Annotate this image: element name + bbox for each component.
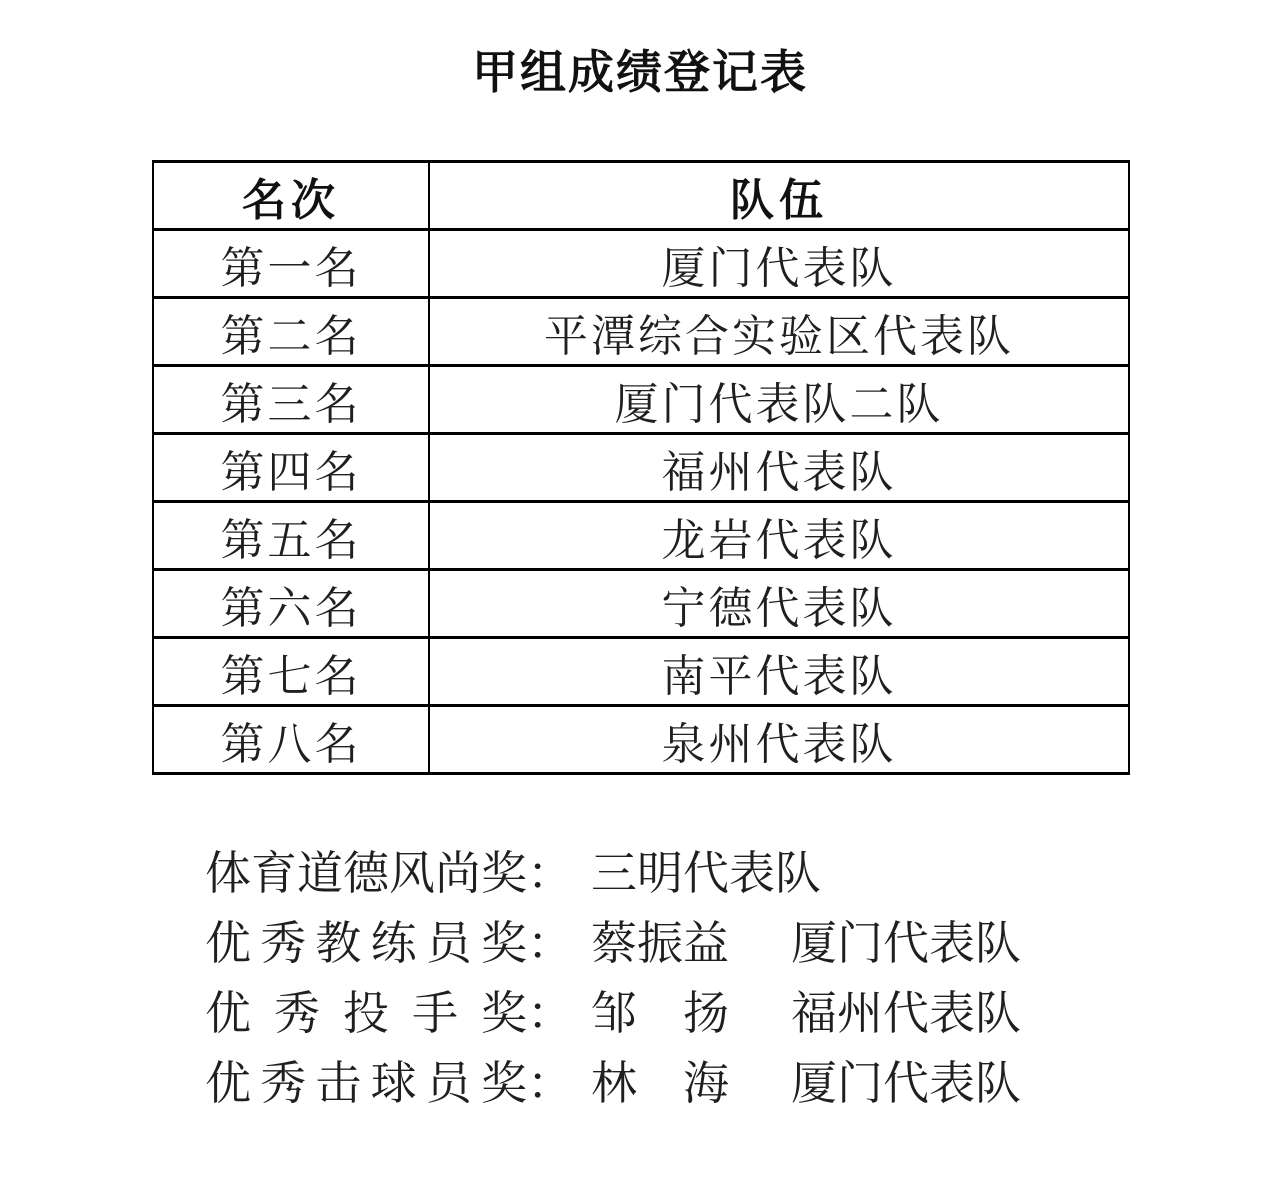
award-label: 优秀击球员奖: [205, 1056, 527, 1110]
rank-cell: 第四名: [153, 434, 429, 502]
award-label: 优秀投手奖: [205, 986, 527, 1040]
award-recipient: 林 海: [591, 1056, 729, 1110]
team-cell: 平潭综合实验区代表队: [429, 298, 1129, 366]
page-title: 甲组成绩登记表: [472, 46, 808, 98]
team-cell: 厦门代表队二队: [429, 366, 1129, 434]
table-row: [153, 366, 1129, 434]
team-cell: 南平代表队: [429, 638, 1129, 706]
award-line: [205, 838, 1021, 908]
table-row: [153, 502, 1129, 570]
award-team: 厦门代表队: [791, 916, 1021, 970]
team-cell: 厦门代表队: [429, 230, 1129, 298]
rank-cell: 第七名: [153, 638, 429, 706]
award-line: [205, 908, 1021, 978]
award-team: 厦门代表队: [791, 1056, 1021, 1110]
award-recipient: 蔡振益: [591, 916, 729, 970]
header-rank: 名次: [153, 162, 429, 230]
table-row: [153, 570, 1129, 638]
award-line: [205, 1048, 1021, 1118]
rank-cell: 第三名: [153, 366, 429, 434]
table-row: [153, 298, 1129, 366]
award-team: 福州代表队: [791, 986, 1021, 1040]
team-cell: 泉州代表队: [429, 706, 1129, 774]
rank-cell: 第六名: [153, 570, 429, 638]
team-cell: 福州代表队: [429, 434, 1129, 502]
award-label: 优秀教练员奖: [205, 916, 527, 970]
team-cell: 宁德代表队: [429, 570, 1129, 638]
table-row: [153, 706, 1129, 774]
rank-cell: 第八名: [153, 706, 429, 774]
rank-cell: 第二名: [153, 298, 429, 366]
awards-section: [205, 838, 1021, 1118]
table-row: [153, 434, 1129, 502]
table-header-row: [153, 162, 1129, 230]
award-colon: ：: [527, 916, 573, 970]
rank-cell: 第一名: [153, 230, 429, 298]
rank-cell: 第五名: [153, 502, 429, 570]
header-team: 队伍: [429, 162, 1129, 230]
table-row: [153, 230, 1129, 298]
award-line: [205, 978, 1021, 1048]
award-colon: ：: [527, 1056, 573, 1110]
team-cell: 龙岩代表队: [429, 502, 1129, 570]
award-label: 体育道德风尚奖: [205, 846, 527, 900]
score-table: [152, 160, 1130, 775]
award-team: 三明代表队: [591, 846, 821, 900]
table-row: [153, 638, 1129, 706]
award-colon: ：: [527, 986, 573, 1040]
award-colon: ：: [527, 846, 573, 900]
award-recipient: 邹 扬: [591, 986, 729, 1040]
